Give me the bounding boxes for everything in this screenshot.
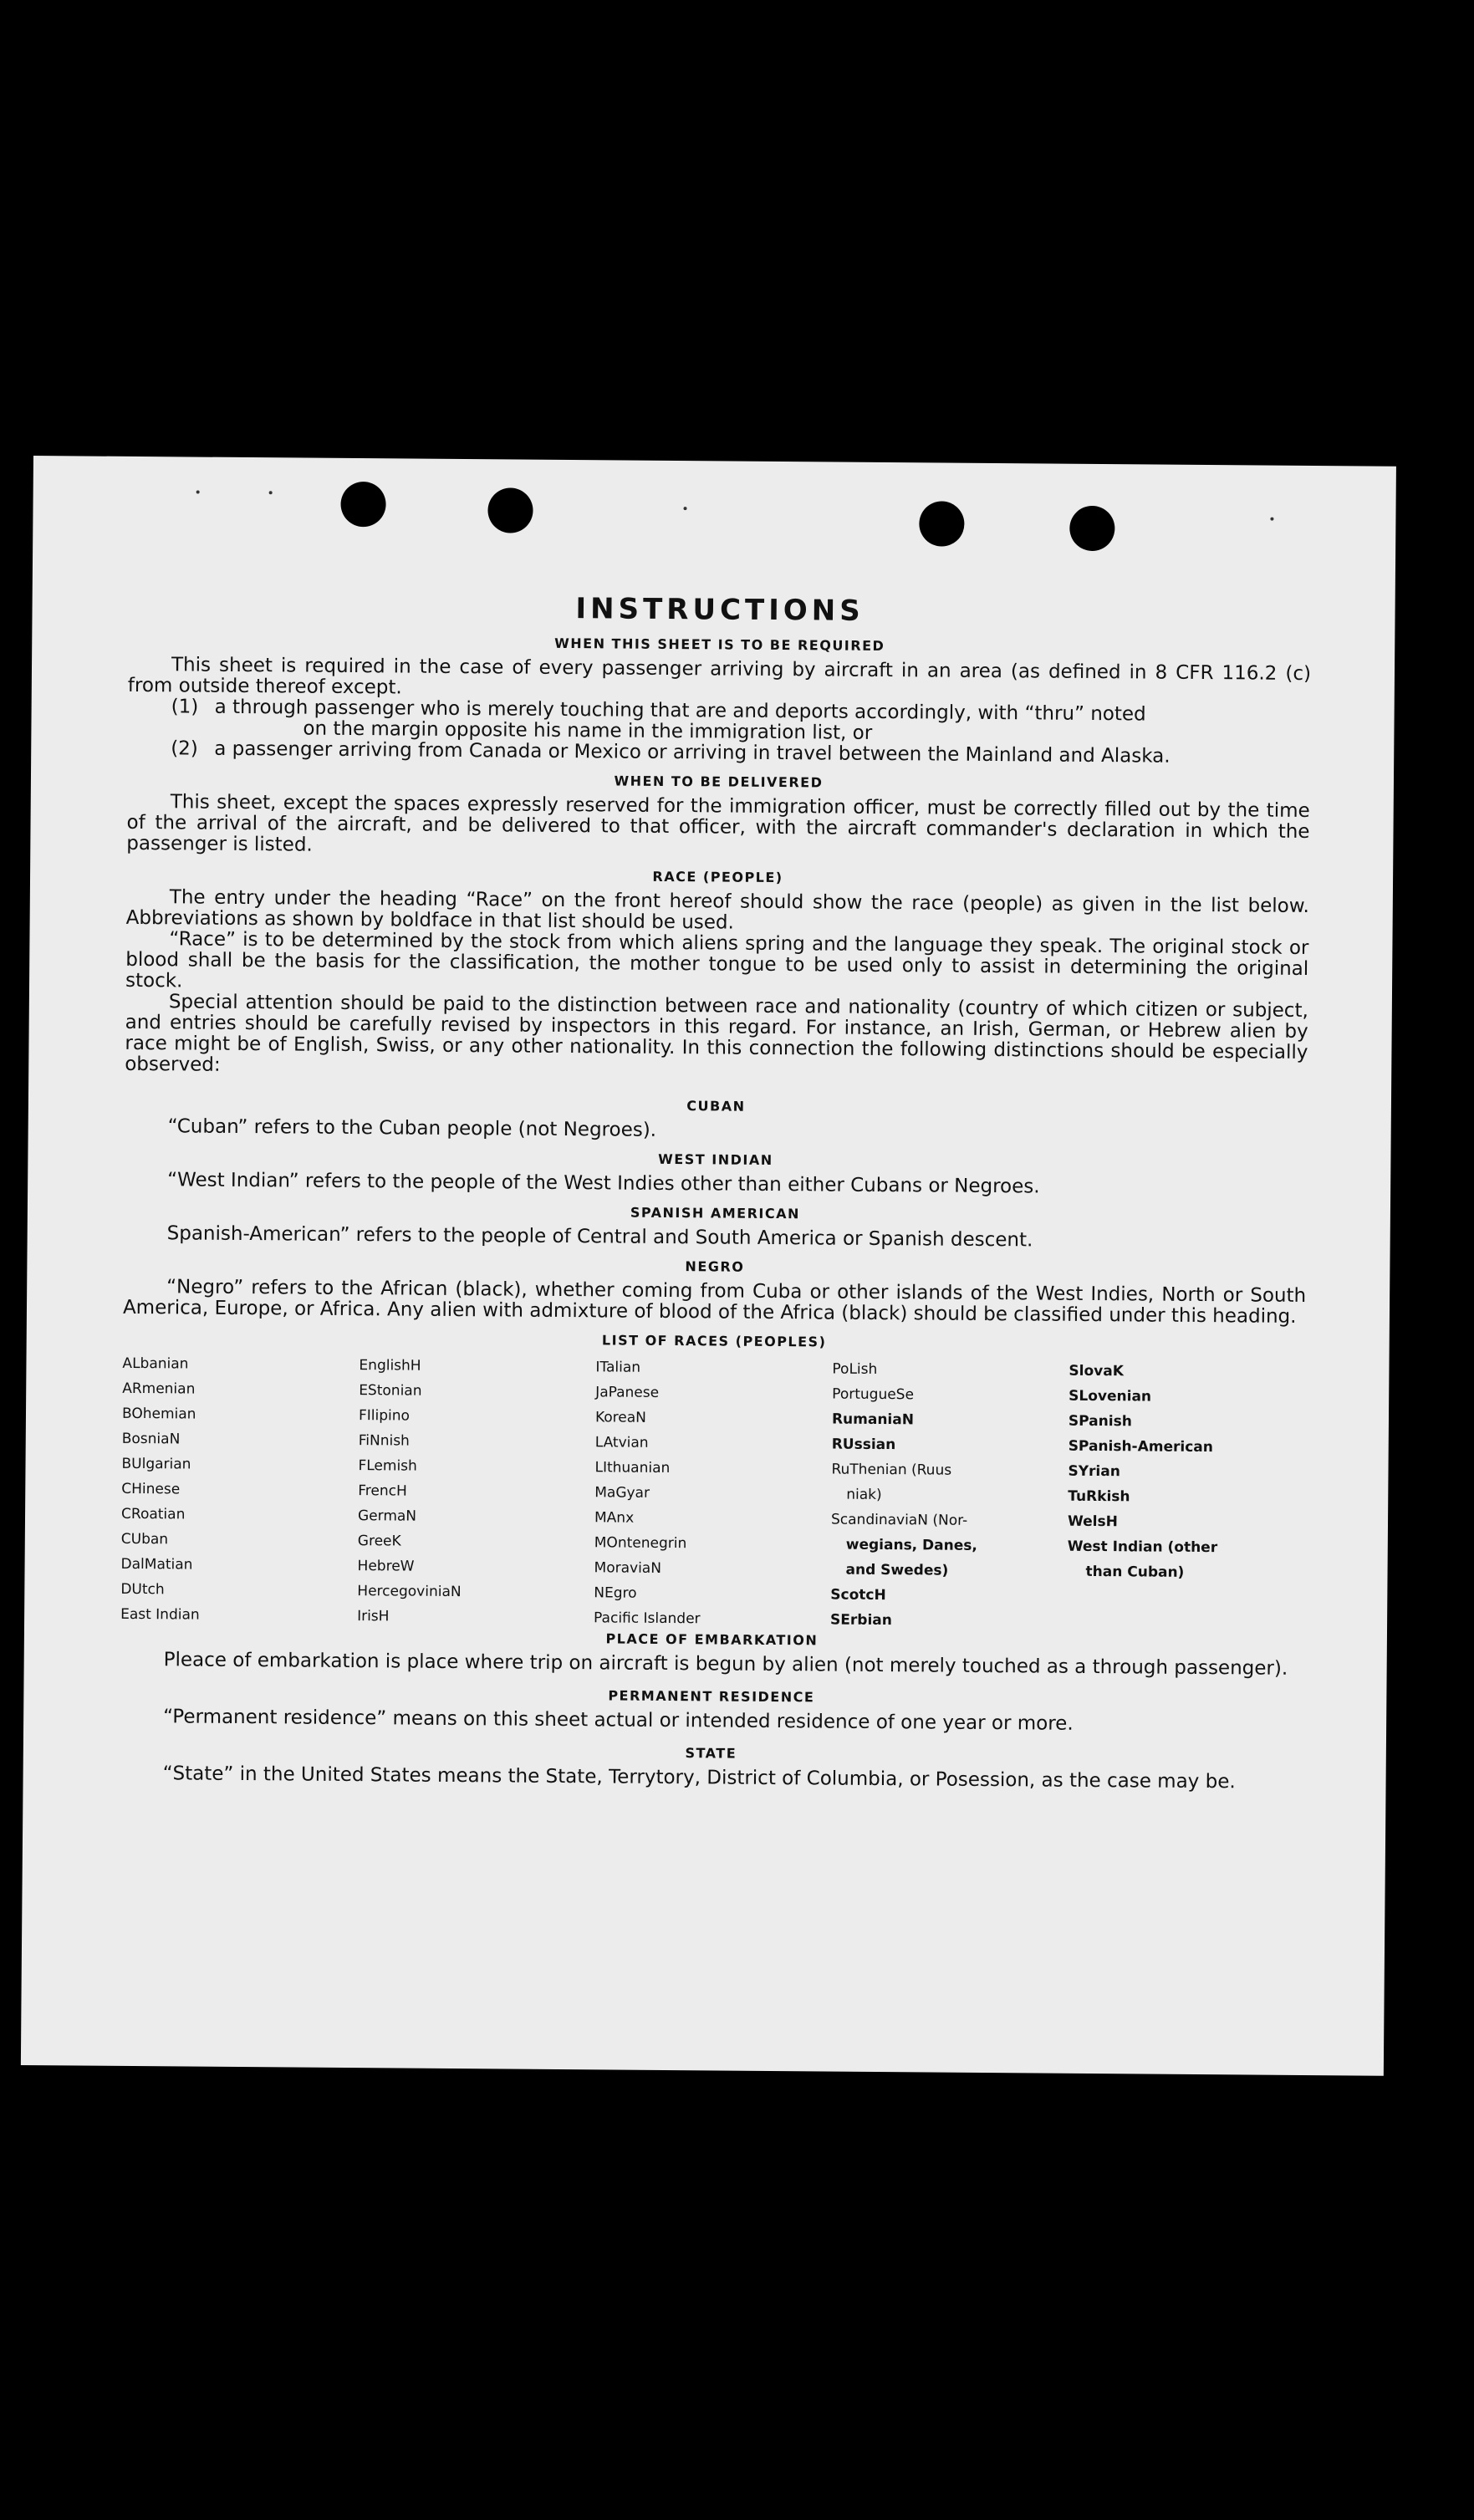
exception-text: a passenger arriving from Canada or Mexico or arriving in travel between the Mainland and Alaska. <box>214 737 1171 768</box>
race-entry: SErbian <box>830 1611 892 1630</box>
exception-text: a through passenger who is merely touching that are and deports accordingly, with “thru” noted <box>214 696 1146 726</box>
state-definition: “State” in the United States means the State, Terrytory, District of Columbia, or Posession, as the case may be. <box>162 1762 1236 1793</box>
race-entry: FLemish <box>358 1457 417 1475</box>
cuban-definition: “Cuban” refers to the Cuban people (not Negroes). <box>167 1115 657 1141</box>
when-required-intro: This sheet is required in the case of every passenger arriving by aircraft in an area (as defined in 8 CFR 116.2 (c) from outside thereof except. <box>127 654 1312 699</box>
race-entry: HercegoviniaN <box>357 1583 462 1601</box>
races-list <box>120 1351 1306 1636</box>
race-entry: SPanish <box>1068 1412 1132 1431</box>
race-paragraph: The entry under the heading “Race” on the front hereof should show the race (people) as given in the list below. Abbreviations as shown by boldface in that list should be used. <box>125 886 1309 934</box>
race-entry: FiNnish <box>358 1432 410 1450</box>
race-entry: EnglishH <box>359 1357 421 1375</box>
race-paragraph: “Race” is to be determined by the stock from which aliens spring and the language they speak. The original stock or blood shall be the basis for the classification, the mother tongue to be used only to assist in determining the original stock. <box>125 928 1309 992</box>
exception-number: (1) <box>171 696 199 718</box>
when-delivered-text: This sheet, except the spaces expressly reserved for the immigration officer, must be correctly filled out by the time of the arrival of the aircraft, and be delivered to that officer, with the aircraft commander's declaration in which the passenger is listed. <box>126 791 1310 856</box>
race-entry: RuThenian (Ruus <box>831 1461 952 1479</box>
race-paragraph: Special attention should be paid to the distinction between race and nationality (country of which citizen or subject, and entries should be carefully revised by inspectors in this regard. For instance, an Irish, German, or Hebrew alien by race might be of English, Swiss, or any other nationality. In this connection the following distinctions should be especially observed: <box>125 991 1308 1076</box>
races-column <box>830 1357 1069 1635</box>
race-entry: RUssian <box>831 1436 896 1454</box>
races-column <box>357 1353 596 1630</box>
punch-hole <box>919 501 964 546</box>
heading-when-delivered: WHEN TO BE DELIVERED <box>614 773 824 791</box>
embarkation-definition: Pleace of embarkation is place where trip on aircraft is begun by alien (not merely touched as a through passenger). <box>163 1649 1288 1680</box>
race-entry: FrencH <box>358 1482 407 1500</box>
race-entry: SPanish-American <box>1068 1437 1213 1456</box>
race-entry: BosniaN <box>121 1430 181 1448</box>
race-entry: EStonian <box>359 1382 422 1400</box>
speck <box>269 491 273 494</box>
race-entry: NEgro <box>594 1584 637 1602</box>
race-entry: West Indian (other <box>1067 1538 1218 1557</box>
heading-when-required: WHEN THIS SHEET IS TO BE REQUIRED <box>554 635 885 655</box>
heading-embarkation: PLACE OF EMBARKATION <box>605 1630 819 1649</box>
race-entry: IrisH <box>357 1608 390 1625</box>
race-entry: ARmenian <box>122 1380 196 1398</box>
heading-cuban: CUBAN <box>686 1098 746 1115</box>
heading-west-indian: WEST INDIAN <box>658 1150 773 1168</box>
race-entry: Pacific Islander <box>594 1609 701 1628</box>
race-entry: MAnx <box>594 1509 635 1527</box>
race-entry: ITalian <box>595 1359 641 1376</box>
race-entry: MaGyar <box>594 1484 650 1502</box>
race-entry: SLovenian <box>1069 1387 1152 1405</box>
heading-state: STATE <box>685 1745 737 1762</box>
race-entry: MOntenegrin <box>594 1534 687 1553</box>
race-entry: SlovaK <box>1069 1362 1125 1380</box>
race-entry: JaPanese <box>595 1384 660 1401</box>
instructions-content <box>119 589 1311 1798</box>
race-entry: MoraviaN <box>594 1559 662 1577</box>
race-entry: and Swedes) <box>845 1561 949 1579</box>
race-entry: HebreW <box>357 1558 415 1575</box>
race-entry: wegians, Danes, <box>845 1536 977 1554</box>
speck <box>1270 518 1273 521</box>
race-entry: CRoatian <box>120 1505 186 1523</box>
heading-negro: NEGRO <box>685 1258 745 1275</box>
race-entry: CUban <box>120 1530 169 1548</box>
race-entry: TuRkish <box>1068 1487 1130 1506</box>
page-title: INSTRUCTIONS <box>575 592 865 628</box>
race-entry: CHinese <box>121 1480 181 1498</box>
punch-hole <box>340 482 385 527</box>
race-entry: LAtvian <box>594 1434 649 1451</box>
race-entry: than Cuban) <box>1085 1563 1185 1581</box>
race-entry: RumaniaN <box>831 1410 915 1429</box>
heading-permanent-residence: PERMANENT RESIDENCE <box>608 1687 815 1706</box>
race-entry: FIlipino <box>358 1407 411 1425</box>
race-entry: ALbanian <box>122 1354 189 1373</box>
punch-hole <box>487 487 533 533</box>
negro-definition: “Negro” refers to the African (black), whether coming from Cuba or other islands of the West Indies, North or South America, Europe, or Africa. Any alien with admixture of blood of the Africa (black) should be classified under this heading. <box>122 1276 1307 1328</box>
speck <box>196 491 200 494</box>
punch-hole <box>1069 506 1114 551</box>
west-indian-definition: “West Indian” refers to the people of the West Indies other than either Cubans or Negroes. <box>167 1169 1040 1198</box>
race-entry: SYrian <box>1068 1462 1120 1481</box>
race-entry: PortugueSe <box>832 1385 915 1404</box>
heading-list-of-races: LIST OF RACES (PEOPLES) <box>601 1332 827 1350</box>
exception-number: (2) <box>171 737 198 760</box>
race-entry: niak) <box>846 1486 882 1504</box>
speck <box>684 507 687 510</box>
race-entry: WelsH <box>1067 1513 1118 1531</box>
residence-definition: “Permanent residence” means on this sheet actual or intended residence of one year or more. <box>163 1706 1074 1735</box>
races-column <box>594 1354 833 1632</box>
exception-continuation: on the margin opposite his name in the immigration list, or <box>303 717 873 744</box>
race-entry: GermaN <box>357 1507 417 1525</box>
race-entry: BOhemian <box>121 1405 196 1423</box>
race-entry: ScotcH <box>830 1586 886 1604</box>
race-entry: BUlgarian <box>121 1455 191 1473</box>
race-entry: DUtch <box>120 1580 165 1599</box>
race-entry: LIthuanian <box>594 1459 671 1477</box>
spanish-american-definition: Spanish-American” refers to the people of Central and South America or Spanish descent. <box>166 1222 1033 1252</box>
race-entry: GreeK <box>357 1533 401 1550</box>
heading-spanish-american: SPANISH AMERICAN <box>630 1204 800 1222</box>
instruction-sheet <box>21 456 1396 2076</box>
races-column <box>1067 1359 1306 1636</box>
heading-race: RACE (PEOPLE) <box>652 868 783 886</box>
races-column <box>120 1351 360 1629</box>
race-entry: ScandinaviaN (Nor- <box>830 1511 968 1529</box>
race-entry: DalMatian <box>120 1555 193 1574</box>
race-entry: PoLish <box>832 1360 878 1378</box>
race-entry: KoreaN <box>594 1409 646 1426</box>
race-entry: East Indian <box>120 1605 200 1624</box>
